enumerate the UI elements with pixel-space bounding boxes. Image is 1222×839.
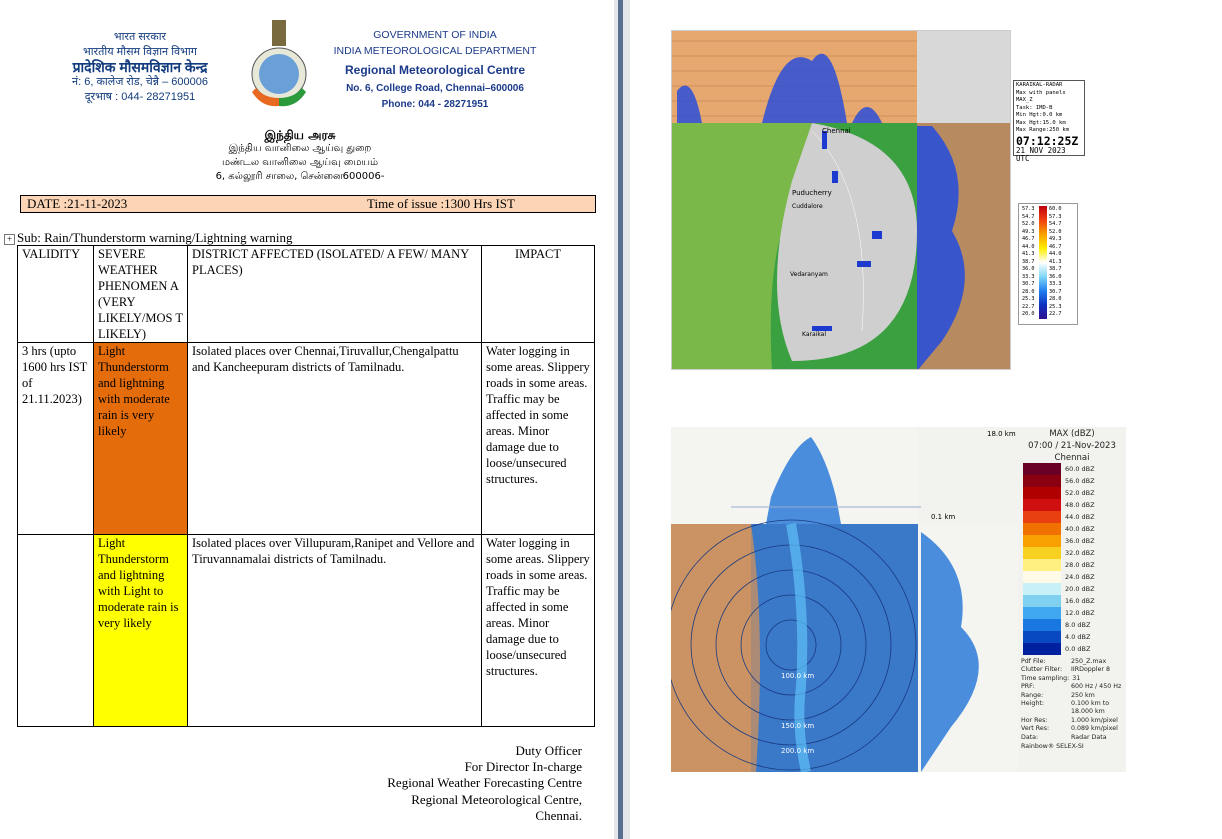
meta-row (1021, 717, 1126, 725)
legend-row (1023, 595, 1095, 607)
meta-key: Clutter Filter: (1021, 666, 1063, 674)
info-line: Max with panels (1016, 89, 1066, 96)
tamil-line: 6, கல்லூரி சாலை, சென்னை600006- (215, 171, 385, 182)
legend-left-value: 33.3 (1022, 273, 1035, 280)
meta-value: IIRDoppler 8 (1071, 666, 1111, 674)
radar1-graphic (672, 31, 1011, 370)
meta-row (1021, 658, 1126, 666)
tamil-line: இந்திய வானிலை ஆய்வு துறை (228, 143, 372, 154)
color-scale (1039, 206, 1047, 319)
meta-value: 31 (1072, 674, 1081, 682)
legend-swatch (1023, 571, 1061, 583)
place-label: Karaikal (802, 331, 827, 338)
cell-validity (18, 535, 94, 727)
header-district: DISTRICT AFFECTED (ISOLATED/ A FEW/ MANY PLACES) (188, 246, 482, 343)
max-height-label: 18.0 km (987, 430, 1016, 438)
legend-swatch (1023, 523, 1061, 535)
page-divider (614, 0, 630, 839)
place-label: Chennai (822, 127, 851, 135)
english-line: INDIA METEOROLOGICAL DEPARTMENT (333, 45, 537, 57)
table-row (18, 343, 595, 535)
tamil-line: இந்திய அரசு (264, 128, 336, 142)
legend-label: 48.0 dBZ (1065, 501, 1095, 509)
legend-label: 40.0 dBZ (1065, 525, 1095, 533)
hindi-header (40, 30, 240, 105)
legend-swatch (1023, 595, 1061, 607)
meta-key: Data: (1021, 733, 1039, 741)
meta-row (1021, 692, 1126, 700)
cell-impact: Water logging in some areas. Slippery roads in some areas. Traffic may be affected in some areas. Minor damage due to loose/unsecured structures. (482, 535, 595, 727)
hindi-line: भारत सरकार (113, 31, 167, 43)
legend-left-value: 41.3 (1022, 251, 1035, 257)
legend-label: 32.0 dBZ (1065, 549, 1095, 557)
hindi-line: नं: 6, कालेज रोड, चेन्नै – 600006 (72, 76, 208, 88)
meta-row (1021, 725, 1126, 733)
legend-left-value: 36.0 (1022, 266, 1035, 272)
radar2-metadata (1021, 658, 1126, 742)
legend-label: 60.0 dBZ (1065, 465, 1095, 473)
signature-block (387, 743, 582, 824)
ring-label: 200.0 km (781, 747, 815, 755)
legend-left-value: 30.7 (1022, 281, 1035, 287)
ring-label: 100.0 km (781, 672, 815, 680)
vertical-scrollbar[interactable] (618, 0, 623, 839)
legend-row (1023, 523, 1095, 535)
english-line: Phone: 044 - 28271951 (381, 99, 489, 110)
radar2-metadata-block (1021, 658, 1126, 751)
issue-date: DATE :21-11-2023 (27, 196, 128, 211)
legend-label: 36.0 dBZ (1065, 537, 1095, 545)
cell-validity: 3 hrs (upto 1600 hrs IST of 21.11.2023) (18, 343, 94, 535)
signature-line: Regional Meteorological Centre, (411, 791, 582, 807)
header-impact: IMPACT (482, 246, 595, 343)
legend-label: 44.0 dBZ (1065, 513, 1095, 521)
legend-row (1023, 583, 1095, 595)
legend-right-value: 49.3 (1049, 236, 1062, 242)
meta-value: 250_Z.max (1071, 658, 1107, 665)
subject-line (4, 230, 293, 246)
signature-line: Chennai. (535, 807, 582, 823)
radar2-footer: Rainbow® SELEX-SI (1021, 743, 1084, 751)
imd-emblem-logo (248, 18, 310, 110)
tamil-header (180, 128, 420, 184)
legend-left-value: 54.7 (1022, 213, 1035, 220)
english-line: GOVERNMENT OF INDIA (373, 29, 497, 41)
legend-left-value: 38.7 (1022, 258, 1035, 265)
legend-right-value: 33.3 (1049, 281, 1062, 287)
legend-row (1023, 487, 1095, 499)
legend-row (1023, 619, 1095, 631)
meta-value: 600 Hz / 450 Hz (1071, 683, 1122, 691)
info-line: Max Range:250 km (1016, 127, 1069, 133)
meta-row (1021, 675, 1126, 683)
legend-swatch (1023, 499, 1061, 511)
legend-label: 28.0 dBZ (1065, 561, 1095, 569)
legend-right-value: 41.3 (1049, 258, 1062, 265)
legend-swatch (1023, 535, 1061, 547)
ring-label: 150.0 km (781, 722, 815, 730)
info-line: Max Hgt:15.0 km (1016, 119, 1066, 126)
legend-right-value: 44.0 (1049, 251, 1062, 257)
meta-key: Height: (1021, 700, 1044, 708)
legend-title: MAX (dBZ) (1049, 429, 1095, 439)
warning-table (17, 245, 595, 727)
legend-left-value: 46.7 (1022, 236, 1035, 242)
meta-row (1021, 666, 1126, 674)
meta-key: PRF: (1021, 683, 1035, 691)
legend-swatch (1023, 463, 1061, 475)
legend-right-value: 30.7 (1049, 288, 1062, 295)
legend-right-value: 36.0 (1049, 273, 1062, 280)
legend-row (1023, 607, 1095, 619)
place-label: Cuddalore (792, 203, 823, 210)
legend-label: 0.0 dBZ (1065, 645, 1091, 653)
legend-right-value: 54.7 (1049, 221, 1062, 227)
header-validity: VALIDITY (18, 246, 94, 343)
english-header (320, 27, 550, 113)
legend-left-value: 57.3 (1022, 206, 1035, 212)
legend-left-value: 22.7 (1022, 303, 1035, 310)
legend-right-value: 28.0 (1049, 296, 1062, 302)
meta-key: Hor Res: (1021, 716, 1048, 724)
legend-left-value: 52.0 (1022, 221, 1035, 227)
legend-swatch (1023, 547, 1061, 559)
hindi-line: दूरभाष : 044- 28271951 (84, 91, 196, 103)
date-bar (20, 195, 596, 213)
header-phenomena: SEVERE WEATHER PHENOMEN A (VERY LIKELY/MOS T LIKELY) (94, 246, 188, 343)
legend-right-value: 38.7 (1049, 266, 1062, 272)
legend-label: 20.0 dBZ (1065, 585, 1095, 593)
karaikal-radar-image (671, 30, 1011, 370)
signature-line: Regional Weather Forecasting Centre (387, 775, 582, 791)
english-line: Regional Meteorological Centre (344, 63, 526, 77)
meta-key: Range: (1021, 691, 1044, 699)
legend-label: 16.0 dBZ (1065, 597, 1095, 605)
legend-swatch (1023, 643, 1061, 655)
table-header-row (18, 246, 595, 343)
legend-right-value: 22.7 (1049, 311, 1062, 317)
meta-key: Pdf File: (1021, 658, 1046, 665)
place-label: Puducherry (792, 189, 832, 197)
legend-left-value: 28.0 (1022, 288, 1035, 295)
legend-swatch (1023, 631, 1061, 643)
hindi-line: प्रादेशिक मौसमविज्ञान केन्द्र (72, 59, 208, 75)
legend-station: Chennai (1054, 453, 1090, 463)
meta-key: Time sampling: (1021, 674, 1070, 682)
legend-swatch (1023, 511, 1061, 523)
issue-time: Time of issue :1300 Hrs IST (367, 196, 515, 211)
legend-label: 52.0 dBZ (1065, 489, 1095, 497)
subject-text: Sub: Rain/Thunderstorm warning/Lightning warning (17, 230, 293, 245)
legend-row (1023, 643, 1095, 655)
legend-right-value: 25.3 (1049, 303, 1062, 310)
legend-label: 12.0 dBZ (1065, 609, 1095, 617)
meta-value: 250 km (1071, 691, 1095, 699)
cell-phenomena: Light Thunderstorm and lightning with Light to moderate rain is very likely (94, 535, 188, 727)
legend-label: 56.0 dBZ (1065, 477, 1095, 485)
meta-value: 0.089 km/pixel (1071, 725, 1118, 733)
cell-impact: Water logging in some areas. Slippery roads in some areas. Traffic may be affected in some areas. Minor damage due to loose/unsecured structures. (482, 343, 595, 535)
info-line: Task: IMD-B (1016, 104, 1053, 111)
legend-left-value: 49.3 (1022, 228, 1035, 235)
legend-row (1023, 511, 1095, 523)
radar1-time: 07:12:25Z (1016, 133, 1079, 148)
info-line: Min Hgt:0.0 km (1016, 112, 1063, 118)
signature-line: For Director In-charge (464, 759, 582, 775)
legend-left-value: 25.3 (1022, 296, 1035, 302)
legend-row (1023, 535, 1095, 547)
meta-value: 0.100 km to 18.000 km (1071, 700, 1110, 716)
radar1-date: 21 NOV 2023 UTC (1016, 145, 1066, 163)
legend-right-value: 46.7 (1049, 243, 1062, 250)
radar2-graphic (671, 427, 1018, 772)
legend-datetime: 07:00 / 21-Nov-2023 (1028, 441, 1116, 451)
table-move-handle-icon[interactable]: + (4, 234, 15, 245)
legend-label: 4.0 dBZ (1065, 633, 1091, 641)
radar1-info-box (1013, 80, 1085, 163)
legend-row (1023, 559, 1095, 571)
cell-district: Isolated places over Villupuram,Ranipet and Vellore and Tiruvannamalai districts of Tamilnadu. (188, 535, 482, 727)
legend-label: 24.0 dBZ (1065, 573, 1095, 581)
hindi-line: भारतीय मौसम विज्ञान विभाग (83, 46, 197, 58)
legend-row (1023, 631, 1095, 643)
signature-line: Duty Officer (515, 743, 582, 758)
legend-swatch (1023, 619, 1061, 631)
legend-row (1023, 463, 1095, 475)
radar2-legend (1018, 427, 1126, 772)
legend-swatch (1023, 475, 1061, 487)
info-line: KARAIKAL-RADAR (1016, 82, 1063, 88)
legend-left-value: 20.0 (1022, 311, 1035, 317)
meta-row (1021, 734, 1126, 742)
legend-right-value: 52.0 (1049, 228, 1062, 235)
meta-value: Radar Data (1071, 733, 1107, 741)
radar1-legend (1018, 203, 1078, 325)
legend-row (1023, 475, 1095, 487)
info-line: MAX_Z (1016, 97, 1033, 103)
legend-swatch (1023, 487, 1061, 499)
meta-row (1021, 683, 1126, 691)
legend-swatch (1023, 559, 1061, 571)
legend-swatch (1023, 583, 1061, 595)
table-row (18, 535, 595, 727)
meta-key: Vert Res: (1021, 725, 1050, 733)
legend-right-value: 57.3 (1049, 213, 1062, 220)
legend-right-value: 60.0 (1049, 206, 1062, 212)
tamil-line: மண்டல வானிலை ஆய்வு மையம் (221, 157, 378, 168)
meta-row (1021, 700, 1126, 717)
legend-swatch (1023, 607, 1061, 619)
legend-row (1023, 571, 1095, 583)
low-height-label: 0.1 km (931, 513, 956, 521)
legend-left-value: 44.0 (1022, 243, 1035, 250)
legend-row (1023, 499, 1095, 511)
meta-value: 1.000 km/pixel (1071, 716, 1118, 724)
cell-district: Isolated places over Chennai,Tiruvallur,Chengalpattu and Kancheepuram districts of Tamilnadu. (188, 343, 482, 535)
cell-phenomena: Light Thunderstorm and lightning with moderate rain is very likely (94, 343, 188, 535)
legend-label: 8.0 dBZ (1065, 621, 1091, 629)
place-label: Vedaranyam (790, 271, 828, 278)
legend-row (1023, 547, 1095, 559)
english-line: No. 6, College Road, Chennai–600006 (346, 83, 524, 94)
